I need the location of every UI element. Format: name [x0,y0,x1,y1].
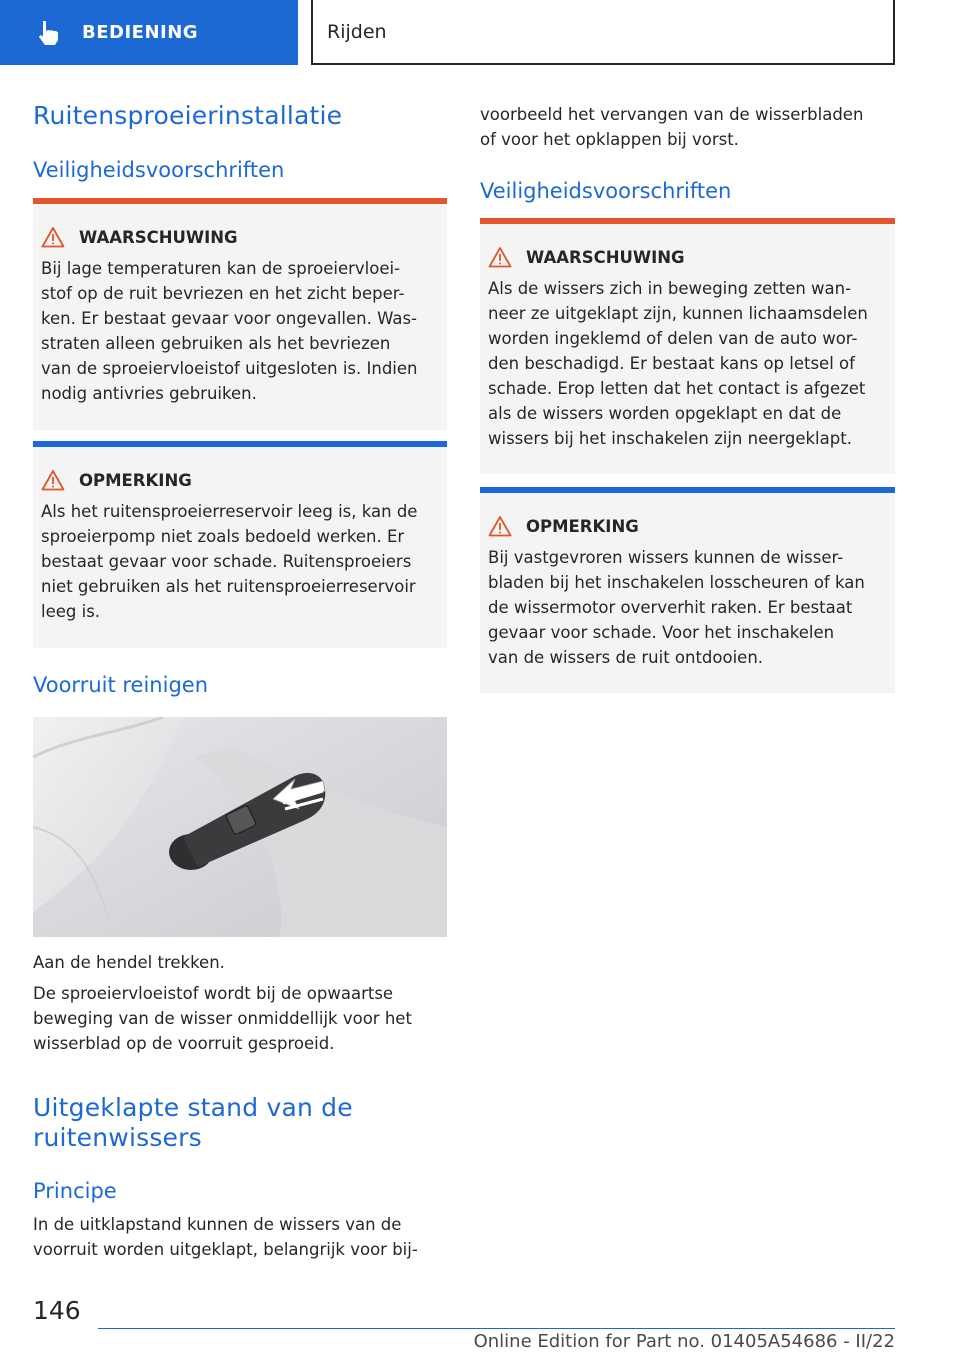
text-line: Bij vastgevroren wissers kunnen de wisser- [488,548,844,567]
text-line: gevaar voor schade. Voor het inschakelen [488,623,835,642]
text-line: of voor het opklappen bij vorst. [480,130,739,149]
text-line: De sproeiervloeistof wordt bij de opwaartse [33,984,394,1003]
warning-bar [480,218,895,224]
note-bar [480,487,895,493]
clean-heading: Voorruit reinigen [33,673,209,697]
warning-callout-left [33,198,447,430]
text-line: Bij lage temperaturen kan de sproeiervloei- [41,259,401,278]
warning-title: WAARSCHUWING [526,248,685,267]
note-callout-right [480,487,895,693]
section-tab[interactable] [0,0,298,65]
text-line: bestaat gevaar voor schade. Ruitensproeiers [41,552,412,571]
warning-text [41,256,439,406]
wiper-lever-photo [33,717,447,937]
text-line: Als het ruitensproeierreservoir leeg is, kan de [41,502,418,521]
warning-bar [33,198,447,204]
text-line: wissers bij het inschakelen zijn neergeklapt. [488,429,852,448]
note-title: OPMERKING [79,471,192,490]
chapter-label: Rijden [327,20,387,43]
warning-triangle-icon [488,246,512,268]
note-text [41,499,439,624]
text-line: ken. Er bestaat gevaar voor ongevallen. Was- [41,309,418,328]
text-line: voorbeeld het vervangen van de wisserbladen [480,105,864,124]
principle-text [33,1212,418,1262]
heading-line: ruitenwissers [33,1123,202,1152]
page-title: Ruitensproeierinstallatie [33,101,343,130]
description-text [33,981,412,1056]
text-line: Als de wissers zich in beweging zetten wan- [488,279,852,298]
text-line: nodig antivries gebruiken. [41,384,257,403]
text-line: bladen bij het inschakelen losscheuren of kan [488,573,865,592]
wiper-lever-illustration [33,717,447,937]
text-line: neer ze uitgeklapt zijn, kunnen lichaamsdelen [488,304,868,323]
footer-divider [98,1328,895,1329]
safety-heading-right: Veiligheidsvoorschriften [480,179,732,203]
text-line: leeg is. [41,602,101,621]
warning-callout-right [480,218,895,474]
hand-pointer-icon [34,18,64,48]
text-line: worden ingeklemd of delen van de auto wor- [488,329,858,348]
text-line: sproeierpomp niet zoals bedoeld werken. Er [41,527,405,546]
note-bar [33,441,447,447]
principle-heading: Principe [33,1179,117,1203]
text-line: wisserblad op de voorruit gesproeid. [33,1034,335,1053]
text-line: In de uitklapstand kunnen de wissers van de [33,1215,402,1234]
warning-text [488,276,887,451]
heading-line: Uitgeklapte stand van de [33,1093,353,1122]
note-title: OPMERKING [526,517,639,536]
text-line: van de wissers de ruit ontdooien. [488,648,764,667]
continuation-text [480,102,863,152]
warning-triangle-icon [41,226,65,248]
step-text: Aan de hendel trekken. [33,953,225,972]
section-label: BEDIENING [82,22,199,43]
text-line: straten alleen gebruiken als het bevriezen [41,334,391,353]
text-line: schade. Erop letten dat het contact is afgezet [488,379,866,398]
warning-title: WAARSCHUWING [79,228,238,247]
text-line: beweging van de wisser onmiddellijk voor het [33,1009,412,1028]
text-line: niet gebruiken als het ruitensproeierreservoir [41,577,416,596]
safety-heading-left: Veiligheidsvoorschriften [33,158,285,182]
text-line: voorruit worden uitgeklapt, belangrijk voor bij- [33,1240,418,1259]
note-callout-left [33,441,447,648]
fold-heading [33,1093,353,1153]
text-line: de wissermotor oververhit raken. Er bestaat [488,598,853,617]
text-line: van de sproeiervloeistof uitgesloten is. Indien [41,359,418,378]
page-number: 146 [33,1296,81,1325]
footer-edition: Online Edition for Part no. 01405A54686 - II/22 [473,1331,895,1352]
text-line: als de wissers worden opgeklapt en dat de [488,404,842,423]
chapter-header [311,0,895,65]
text-line: den beschadigd. Er bestaat kans op letsel of [488,354,855,373]
text-line: stof op de ruit bevriezen en het zicht beper- [41,284,405,303]
note-text [488,545,887,670]
warning-triangle-icon [41,469,65,491]
warning-triangle-icon [488,515,512,537]
